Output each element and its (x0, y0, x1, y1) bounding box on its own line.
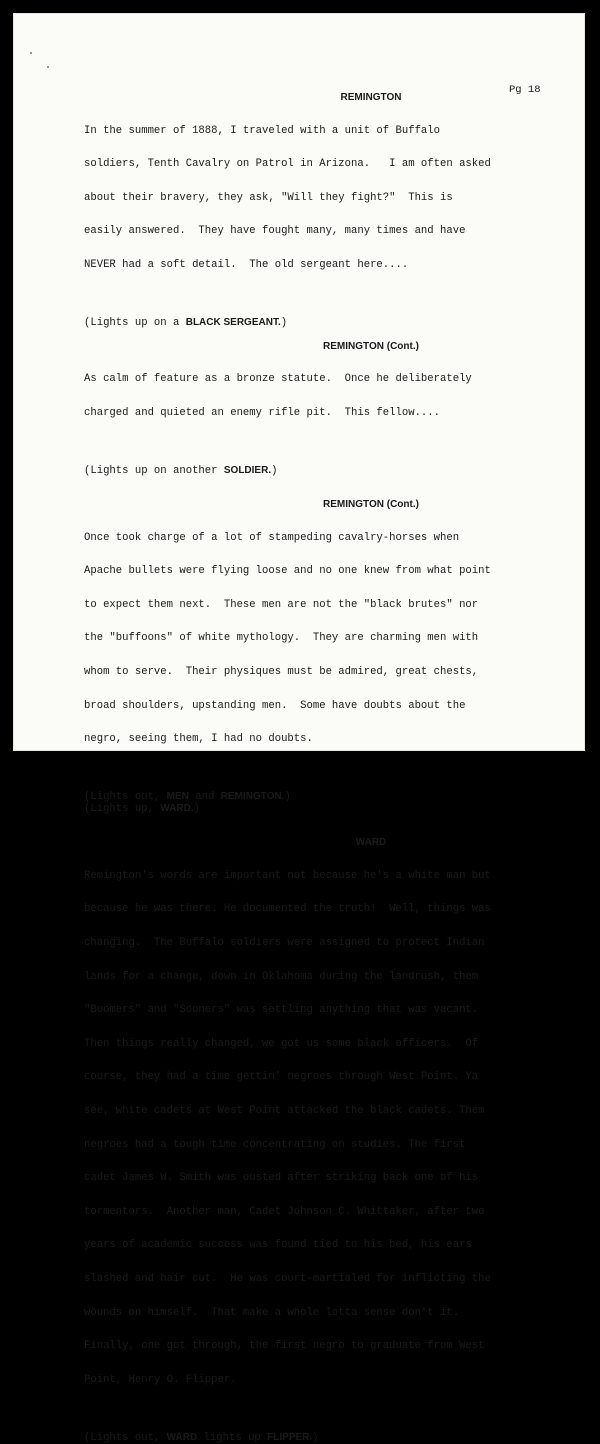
dialogue-ward (84, 848, 534, 1408)
dialogue-line: wounds on himself. That make a whole lotta sense don't it. (84, 1306, 460, 1319)
page-number: Pg 18 (509, 84, 541, 96)
dialogue-line: the "buffoons" of white mythology. They are charming men with (84, 632, 479, 645)
dialogue-line: Apache bullets were flying loose and no one knew from what point (84, 565, 491, 578)
script-body (84, 92, 534, 1444)
dialogue-line: years of academic success was found tied to his bed, his ears (84, 1239, 472, 1252)
dialogue-line: tormentors. Another man, Cadet Johnson C. Whittaker, after two (84, 1205, 485, 1218)
direction-text: (Lights out, (84, 1431, 167, 1444)
direction-text: lights up (197, 1431, 268, 1444)
speaker-ward: WARD (355, 837, 387, 849)
direction-character: WARD. (160, 802, 194, 814)
dialogue-remington-2 (84, 352, 534, 442)
direction-character: MEN (166, 790, 189, 802)
dialogue-line: easily answered. They have fought many, many times and have (84, 225, 466, 238)
direction-text: ) (280, 316, 288, 329)
speaker-remington-cont: REMINGTON (Cont.) (323, 498, 419, 510)
stage-direction-soldier (84, 465, 534, 477)
dialogue-line: Point, Henry O. Flipper. (84, 1373, 237, 1386)
speaker-remington: REMINGTON (340, 92, 402, 103)
direction-text: ) (271, 464, 278, 477)
stage-direction-lights-out (84, 791, 534, 803)
direction-character: WARD (166, 1431, 198, 1443)
dialogue-line: Remington's words are important not because he's a white man but (84, 869, 491, 882)
direction-character: BLACK SERGEANT. (185, 316, 281, 328)
dialogue-line: Once took charge of a lot of stampeding cavalry-horses when (84, 531, 460, 544)
dialogue-line: soldiers, Tenth Cavalry on Patrol in Arizona. I am often asked (84, 158, 491, 171)
dialogue-line: about their bravery, they ask, "Will they fight?" This is (84, 191, 453, 204)
dialogue-line: see, white cadets at West Point attacked the black cadets. Them (84, 1105, 485, 1118)
dialogue-line: lands for a change, down in Oklahoma during the landrush, them (84, 970, 479, 983)
dialogue-line: "Boomers" and "Sooners" was settling anything that was vacant. (84, 1004, 479, 1017)
speaker-remington-cont: REMINGTON (Cont.) (323, 340, 419, 352)
dialogue-line: cadet James W. Smith was ousted after striking back one of his (84, 1172, 479, 1185)
direction-text: (Lights up, (84, 802, 161, 815)
direction-text: (Lights up on another (84, 464, 224, 477)
direction-text: ) (284, 790, 291, 803)
direction-character: FLIPPER. (267, 1431, 313, 1443)
direction-text: (Lights up on a (84, 316, 186, 329)
stage-direction-sergeant (84, 317, 534, 329)
direction-text: ) (193, 802, 200, 815)
dialogue-line: charged and quieted an enemy rifle pit. This fellow.... (84, 407, 441, 420)
dialogue-line: slashed and hair cut. He was court-martialed for inflicting the (84, 1273, 491, 1286)
direction-character: REMINGTON. (220, 790, 285, 802)
dialogue-line: because he was there. He documented the truth! Well, things was (84, 903, 491, 916)
direction-text: (Lights out, (84, 790, 167, 803)
dialogue-remington-3 (84, 510, 534, 768)
dialogue-line: As calm of feature as a bronze statute. Once he deliberately (84, 373, 472, 386)
dialogue-remington-1 (84, 103, 534, 293)
dialogue-line: course, they had a time gettin' negroes through West Point. Ya (84, 1071, 479, 1084)
dialogue-line: negroes had a tough time concentrating on studies. The first (84, 1138, 466, 1151)
dialogue-line: NEVER had a soft detail. The old sergeant here.... (84, 259, 409, 272)
dialogue-line: whom to serve. Their physiques must be admired, great chests, (84, 665, 479, 678)
stage-direction-flipper (84, 1432, 534, 1444)
dialogue-line: changing. The Buffalo soldiers were assigned to protect Indian (84, 937, 485, 949)
direction-character: SOLDIER. (223, 464, 272, 476)
dialogue-line: Finally, one got through, the first negro to graduate from West (84, 1340, 485, 1353)
dialogue-line: In the summer of 1888, I traveled with a unit of Buffalo (84, 124, 441, 137)
dialogue-line: to expect them next. These men are not the "black brutes" nor (84, 598, 479, 611)
stage-direction-ward (84, 803, 534, 815)
dialogue-line: negro, seeing them, I had no doubts. (84, 733, 313, 746)
direction-text: and (188, 790, 221, 803)
direction-text: ) (312, 1431, 319, 1444)
dialogue-line: broad shoulders, upstanding men. Some have doubts about the (84, 699, 466, 712)
dialogue-line: Then things really changed, we got us some black officers. Of (84, 1037, 479, 1050)
